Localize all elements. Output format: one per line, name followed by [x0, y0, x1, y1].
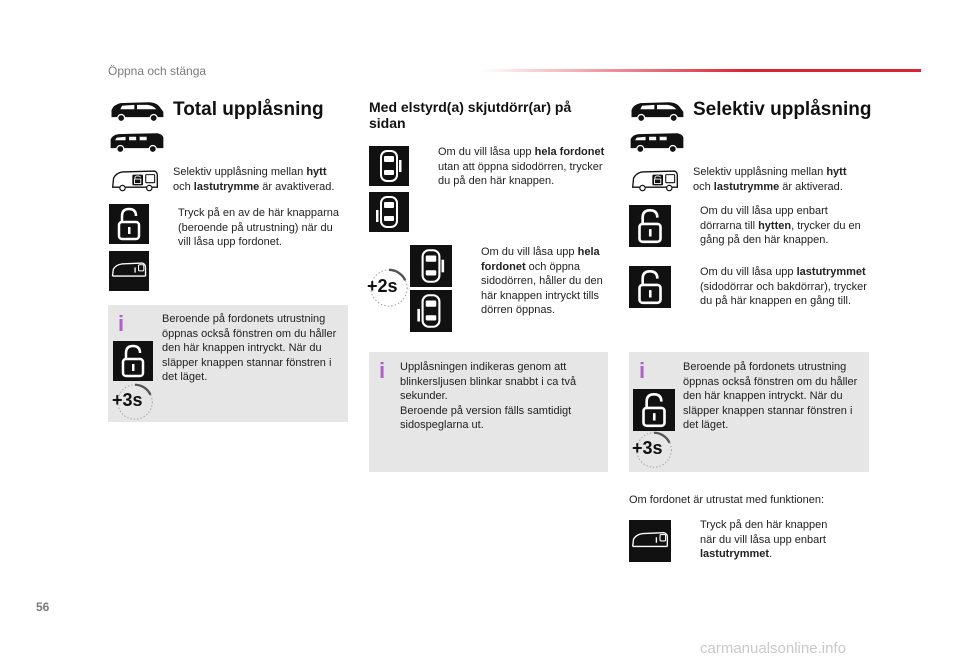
- info-icon: i: [379, 358, 386, 383]
- selective-lock-van-icon: [630, 168, 680, 192]
- hold-duration-label: +3s: [112, 390, 143, 410]
- col3-bullet-3: Tryck på den här knappen när du vill låsa upp enbart lastutrymmet.: [700, 519, 828, 560]
- cargo-only-unlock-button-icon: [629, 520, 671, 562]
- col3-title: Selektiv upplåsning: [693, 99, 872, 120]
- watermark: carmanualsonline.info: [700, 640, 846, 657]
- col1-bullet-item: Tryck på en av de här knapparna (beroende på utrustning) när du vill låsa upp fordonet.: [178, 207, 340, 248]
- van-crew-icon: [628, 130, 686, 154]
- col3-bullet-1: Om du vill låsa upp enbart dörrarna till hytten, trycker du en gång på den här knappen.: [700, 205, 861, 246]
- sliding-door-lock-button-icon: [369, 146, 409, 186]
- col2-bullet-1: Om du vill låsa upp hela fordonet utan att öppna sidodörren, trycker du på den här knappen.: [438, 146, 605, 187]
- col3-selective-text: Selektiv upplåsning mellan hytt och lastutrymme är aktiverad.: [693, 166, 847, 193]
- van-icon: [108, 99, 166, 123]
- info-icon: i: [639, 358, 646, 383]
- section-title: Öppna och stänga: [108, 64, 207, 78]
- col3-info-box: [629, 352, 869, 472]
- header-accent-line: [480, 69, 921, 72]
- col3-info-text: Beroende på fordonets utrustning öppnas också fönstren om du håller den här knappen intryckt. När du släpper knappen stannar fönstren i det läget.: [683, 361, 858, 431]
- selective-lock-van-icon: [110, 168, 160, 192]
- unlock-hold-button-icon: [113, 341, 153, 381]
- van-icon: [628, 99, 686, 123]
- page-number: 56: [36, 600, 50, 614]
- van-crew-icon: [108, 130, 166, 154]
- col3-equipped-text: Om fordonet är utrustat med funktionen:: [629, 494, 825, 506]
- unlock-key-button-icon: [109, 204, 149, 244]
- sliding-door-open-button-icon: [410, 245, 452, 287]
- sliding-door-open-side-button-icon: [410, 290, 452, 332]
- col3-bullet-2: Om du vill låsa upp lastutrymmet (sidodörrar och bakdörrar), trycker du på här knappen en gång till.: [700, 266, 867, 307]
- info-icon: i: [118, 311, 125, 336]
- col1-info-text: Beroende på fordonets utrustning öppnas också fönstren om du håller den här knappen intryckt. När du släpper knappen stannar fönstren i det läget.: [162, 313, 337, 383]
- col2-bullet-2: Om du vill låsa upp hela fordonet och öppna sidodörren, håller du den här knappen intryckt tills dörren öppnas.: [481, 246, 603, 316]
- cargo-area-unlock-button-icon: [629, 266, 671, 308]
- sliding-door-side-button-icon: [369, 192, 409, 232]
- cab-unlock-button-icon: [629, 205, 671, 247]
- col1-selective-text: Selektiv upplåsning mellan hytt och lastutrymme är avaktiverad.: [173, 166, 335, 193]
- col2-info-box: [369, 352, 608, 472]
- unlock-hold-button-icon: [633, 389, 675, 431]
- col2-info-text: Upplåsningen indikeras genom att blinkersljusen blinkar snabbt i ca två sekunder. Beroende på version fälls samtidigt sidospeglarna ut.: [400, 361, 577, 431]
- cargo-unlock-button-icon: [109, 251, 149, 291]
- col1-info-box: [108, 305, 348, 422]
- col2-title: Med elstyrd(a) skjutdörr(ar) på sidan: [369, 99, 572, 131]
- hold-duration-label: +3s: [632, 438, 663, 458]
- col1-title: Total upplåsning: [173, 99, 324, 120]
- hold-duration-label: +2s: [367, 276, 398, 296]
